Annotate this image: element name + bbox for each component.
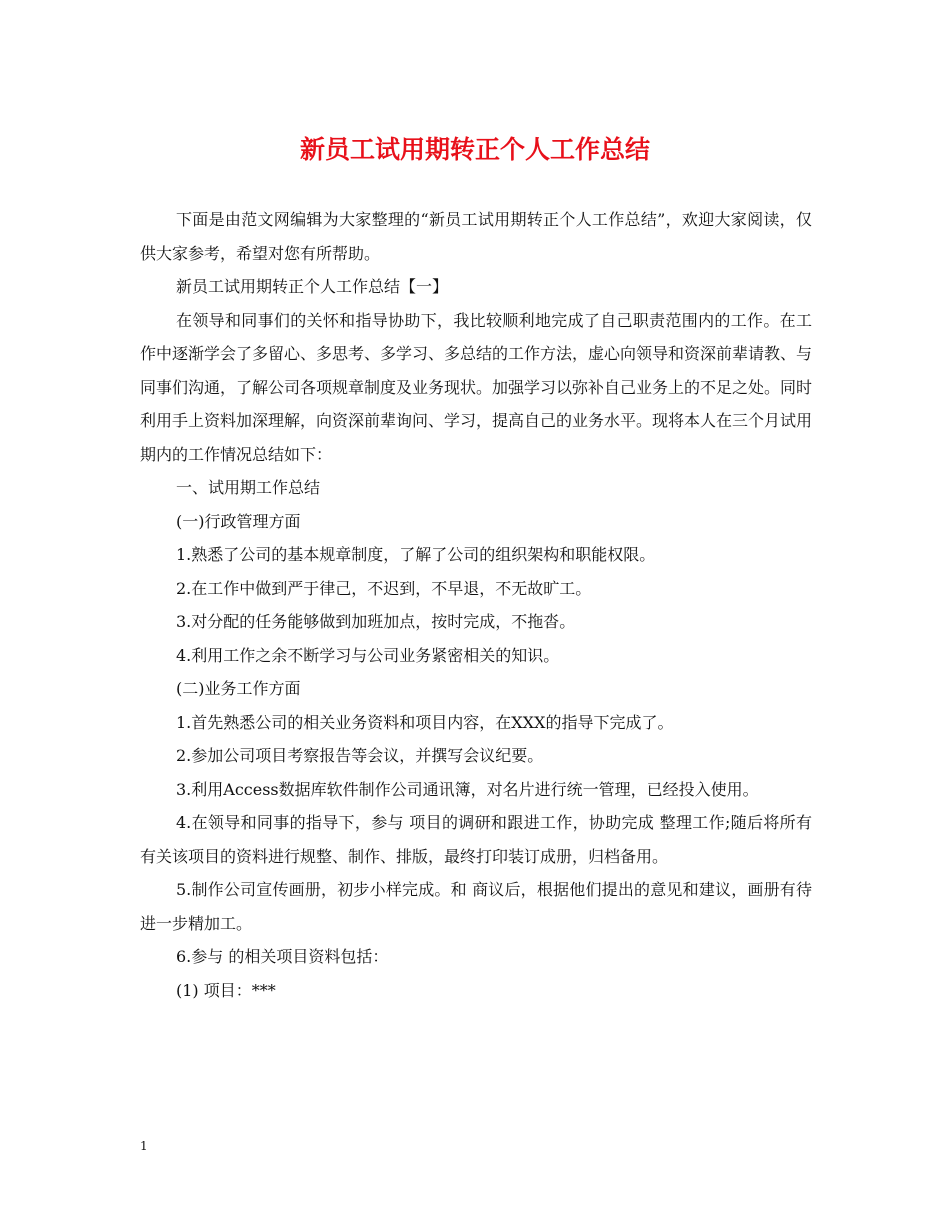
list-item: 1.熟悉了公司的基本规章制度，了解了公司的组织架构和职能权限。: [176, 545, 656, 564]
subheading-administration: (一)行政管理方面: [176, 511, 301, 531]
list-item: 6.参与 的相关项目资料包括：: [176, 947, 389, 966]
page-number: 1: [140, 1139, 148, 1153]
list-item: 2.在工作中做到严于律己，不迟到，不早退，不无故旷工。: [176, 578, 592, 598]
document-body: [140, 203, 812, 1007]
list-item: 5.制作公司宣传画册，初步小样完成。和 商议后，根据他们提出的意见和建议，画册有待进一步精加工。: [140, 880, 812, 933]
section-heading-one: 新员工试用期转正个人工作总结【一】: [176, 277, 449, 296]
paragraph-overview: 在领导和同事们的关怀和指导协助下，我比较顺利地完成了自己职责范围内的工作。在工作中逐渐学会了多留心、多思考、多学习、多总结的工作方法，虚心向领导和资深前辈请教、与同事们沟通，了解公司各项规章制度及业务现状。加强学习以弥补自己业务上的不足之处。同时利用手上资料加深理解，向资深前辈询问、学习，提高自己的业务水平。现将本人在三个月试用期内的工作情况总结如下：: [140, 310, 813, 464]
document-title: 新员工试用期转正个人工作总结: [299, 135, 650, 164]
list-item: 4.利用工作之余不断学习与公司业务紧密相关的知识。: [176, 645, 560, 665]
list-item: 3.对分配的任务能够做到加班加点，按时完成，不拖沓。: [176, 612, 576, 631]
paragraph-intro: 下面是由范文网编辑为大家整理的“新员工试用期转正个人工作总结”，欢迎大家阅读，仅供大家参考，希望对您有所帮助。: [140, 210, 812, 263]
heading-trial-summary: 一、试用期工作总结: [176, 478, 321, 497]
list-item: 3.利用Access数据库软件制作公司通讯簿，对名片进行统一管理，已经投入使用。: [176, 779, 759, 799]
list-item: 4.在领导和同事的指导下，参与 项目的调研和跟进工作，协助完成 整理工作;随后将所有有关该项目的资料进行规整、制作、排版，最终打印装订成册，归档备用。: [140, 813, 812, 866]
list-item: (1) 项目：***: [176, 980, 276, 1000]
subheading-business-work: (二)业务工作方面: [176, 679, 301, 698]
list-item: 2.参加公司项目考察报告等会议，并撰写会议纪要。: [176, 746, 544, 765]
list-item: 1.首先熟悉公司的相关业务资料和项目内容，在XXX的指导下完成了。: [176, 712, 674, 732]
